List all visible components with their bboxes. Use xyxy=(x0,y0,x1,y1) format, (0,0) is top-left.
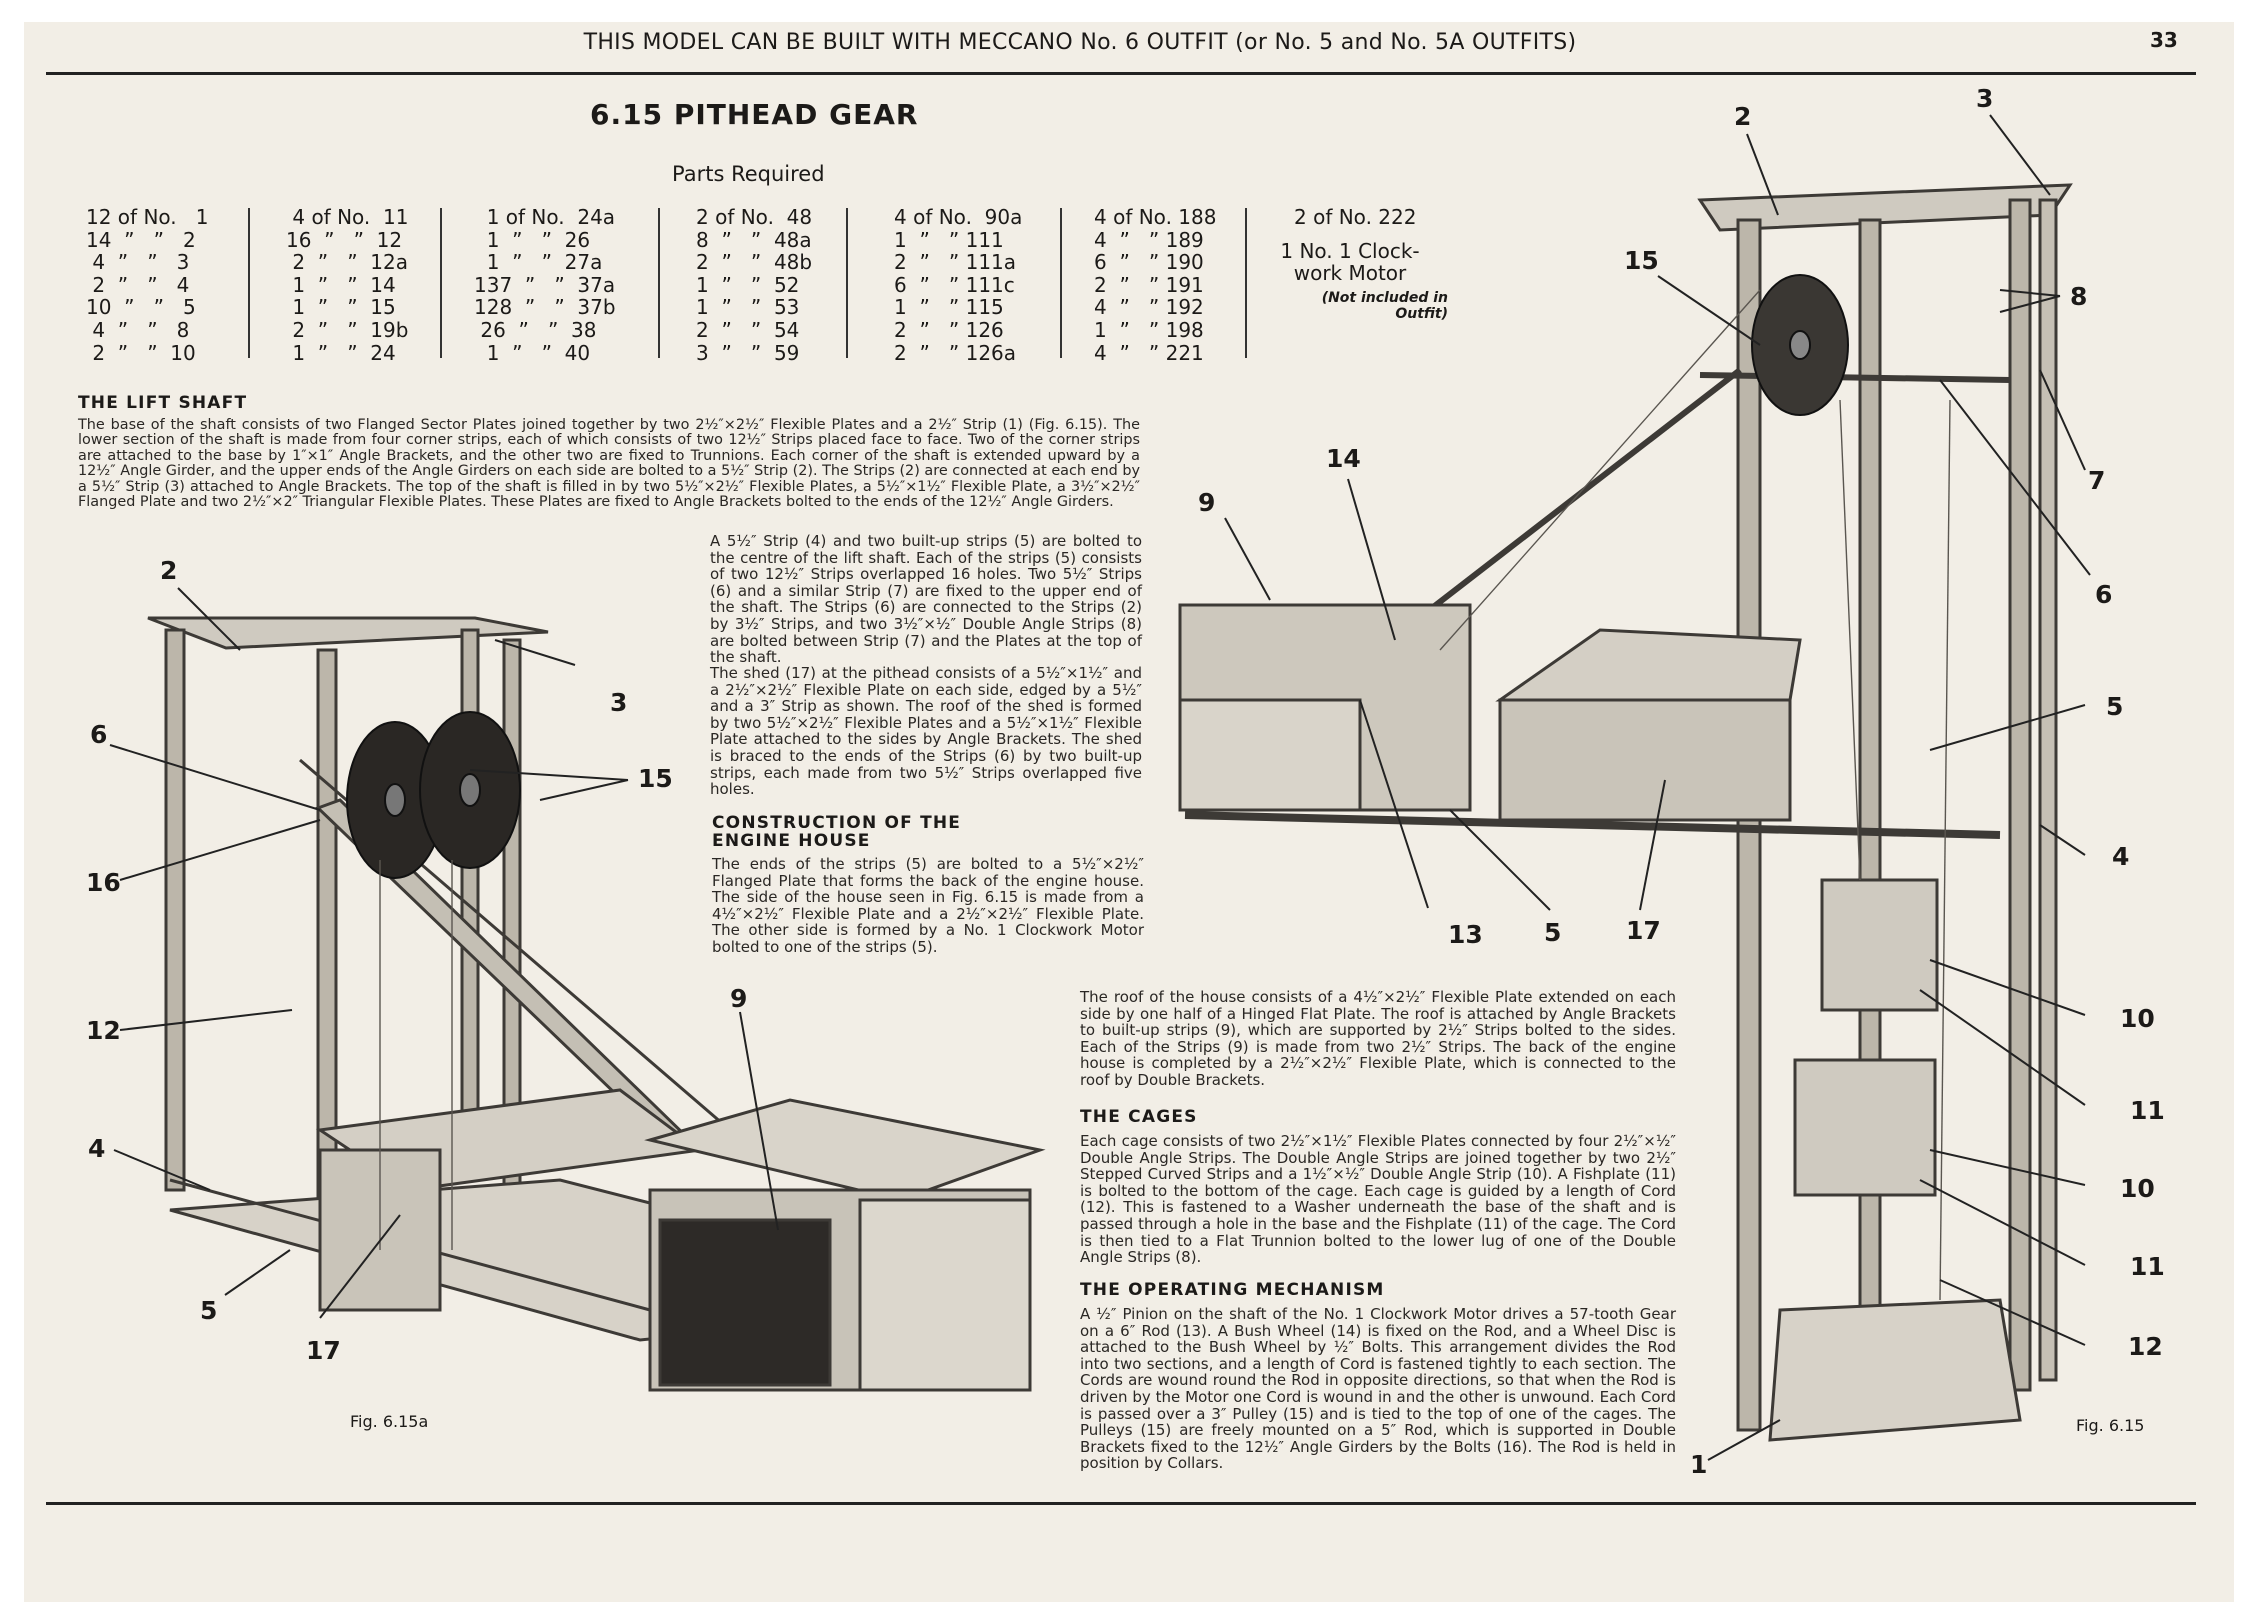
parts-row: 2 ” ” 10 xyxy=(86,340,196,365)
callout-9: 9 xyxy=(730,984,748,1013)
engine-house-roof xyxy=(650,1100,1040,1200)
page-header: THIS MODEL CAN BE BUILT WITH MECCANO No. 6 OUTFIT (or No. 5 and No. 5A OUTFITS) xyxy=(583,30,1577,55)
parts-row: 128 ” ” 37b xyxy=(474,295,616,320)
callout-11: 11 xyxy=(2130,1252,2165,1281)
callout-16: 16 xyxy=(86,868,121,897)
callout-6: 6 xyxy=(90,720,108,749)
parts-row: 2 ” ” 48b xyxy=(696,250,813,275)
shaft-top-plate xyxy=(148,618,548,648)
parts-row: 137 ” ” 37a xyxy=(474,272,616,297)
pulley-hub xyxy=(385,784,405,816)
figure-caption-left: Fig. 6.15a xyxy=(350,1412,429,1431)
parts-row: 1 ” ” 115 xyxy=(894,295,1004,320)
parts-row: 2 ” ” 4 xyxy=(86,272,190,297)
cord xyxy=(1840,400,1860,880)
callout-3: 3 xyxy=(1976,84,1994,113)
shed-side xyxy=(1500,700,1790,820)
cage-lower xyxy=(1795,1060,1935,1195)
shaft-upright xyxy=(2010,200,2030,1390)
parts-row: 14 ” ” 2 xyxy=(86,227,196,252)
parts-row: 4 ” ” 189 xyxy=(1094,227,1204,252)
shaft-upright xyxy=(462,630,478,1150)
parts-row: 10 ” ” 5 xyxy=(86,295,196,320)
parts-row: 4 of No. 188 xyxy=(1094,205,1217,229)
callout-6: 6 xyxy=(2095,580,2113,609)
mechanism-heading: THE OPERATING MECHANISM xyxy=(1080,1280,1385,1300)
parts-row: 1 ” ” 52 xyxy=(696,272,800,297)
callout-10: 10 xyxy=(2120,1174,2155,1203)
strips-text: A 5½″ Strip (4) and two built-up strips (5) are bolted to the centre of the lift shaft. Each of the strips (5) consists of two 12½″ Strips overlapped 16 holes. Two 5½″ Strips (6) and a similar Strip (7) are fixed to the upper end of the shaft. The Strips (6) are connected to the Strips (2) by 3½″ Strips, and two 3½″×½″ Double Angle Strips (8) are bolted between Strip (7) and the Plates at the top of the shaft. xyxy=(710,532,1142,667)
figure-caption-right: Fig. 6.15 xyxy=(2076,1416,2145,1435)
parts-row: 4 ” ” 3 xyxy=(86,250,190,275)
callout-10: 10 xyxy=(2120,1004,2155,1033)
parts-row: 1 ” ” 198 xyxy=(1094,317,1204,342)
motor-line-2: work Motor xyxy=(1293,261,1407,285)
callout-2: 2 xyxy=(160,556,178,585)
cord xyxy=(1940,400,1950,1300)
roof-text: The roof of the house consists of a 4½″×2½″ Flexible Plate extended on each side by one half of a Hinged Flat Plate. The roof is attached by Angle Brackets to built-up strips (9), which are supported by 2½″ Strips bolted to the sides. Each of the Strips (9) is made from two 2½″ Strips. The back of the engine house is completed by a 2½″×2½″ Flexible Plate, which is connected to the roof by Double Brackets. xyxy=(1080,988,1676,1089)
shaft-upright xyxy=(1860,220,1880,1420)
motor-note-line-1: (Not included in xyxy=(1321,290,1448,306)
mechanism-text: A ½″ Pinion on the shaft of the No. 1 Clockwork Motor drives a 57-tooth Gear on a 6″ Rod (13). A Bush Wheel (14) is fixed on the Rod, and a Wheel Disc is attached to the Bush Wheel by ½″ Bolts. This arrangement divides the Rod into two sections, and a length of Cord is fastened tightly to each section. The Cords are wound round the Rod in opposite directions, so that when the Rod is driven by the Motor one Cord is wound in and the other is unwound. Each Cord is passed over a 3″ Pulley (15) and is tied to the top of one of the cages. The Pulleys (15) are freely mounted on a 5″ Rod, which is supported in Double Brackets fixed to the 12½″ Angle Girders by the Bolts (16). The Rod is held in position by Collars. xyxy=(1080,1305,1676,1473)
parts-row: 1 ” ” 24 xyxy=(286,340,396,365)
engine-house-heading-2: ENGINE HOUSE xyxy=(712,831,871,851)
parts-row: 2 ” ” 191 xyxy=(1094,272,1204,297)
parts-row: 2 ” ” 19b xyxy=(286,317,409,342)
parts-row: 2 of No. 222 xyxy=(1294,205,1417,229)
parts-row: 2 ” ” 111a xyxy=(894,250,1017,275)
parts-row: 1 ” ” 14 xyxy=(286,272,396,297)
parts-row: 26 ” ” 38 xyxy=(474,317,597,342)
callout-4: 4 xyxy=(88,1134,106,1163)
parts-row: 2 ” ” 54 xyxy=(696,317,800,342)
motor-note-line-2: Outfit) xyxy=(1395,306,1448,322)
parts-row: 2 ” ” 126 xyxy=(894,317,1004,342)
callout-15: 15 xyxy=(1624,246,1659,275)
shed-text: The shed (17) at the pithead consists of a 5½″×1½″ and a 2½″×2½″ Flexible Plate on each side, edged by a 5½″ and a 3″ Strip as shown. The roof of the shed is formed by two 5½″×2½″ Flexible Plates and a 5½″×1½″ Flexible Plate attached to the sides by Angle Brackets. The shed is braced to the ends of the Strips (6) by two built-up strips, each made from two 5½″ Strips overlapped five holes. xyxy=(710,664,1142,799)
callout-1: 1 xyxy=(1690,1450,1708,1479)
pulleys xyxy=(347,712,520,878)
cages-text: Each cage consists of two 2½″×1½″ Flexible Plates connected by four 2½″×½″ Double Angle Strips. The Double Angle Strips are joined together by two 2½″ Stepped Curved Strips and a 1½″×½″ Double Angle Strip (10). A Fishplate (11) is bolted to the bottom of the cage. Each cage is guided by a length of Cord (12). This is fastened to a Washer underneath the base of the shaft and is passed through a hole in the base and the Fishplate (11) of the cage. The Cord is then tied to a Flat Trunnion bolted to the lower lug of one of the Double Angle Strips (8). xyxy=(1080,1132,1676,1267)
parts-row: 2 ” ” 126a xyxy=(894,340,1017,365)
parts-row: 3 ” ” 59 xyxy=(696,340,800,365)
parts-row: 1 ” ” 111 xyxy=(894,227,1004,252)
pulley-hub xyxy=(460,774,480,806)
shaft-upright xyxy=(166,630,184,1190)
parts-row: 4 of No. 11 xyxy=(286,205,409,229)
callout-5: 5 xyxy=(1544,918,1562,947)
engine-house-plate xyxy=(1180,700,1360,810)
parts-row: 1 ” ” 53 xyxy=(696,295,800,320)
parts-row: 8 ” ” 48a xyxy=(696,227,812,252)
parts-row: 12 of No. 1 xyxy=(86,205,209,229)
parts-row: 16 ” ” 12 xyxy=(286,227,403,252)
callout-3: 3 xyxy=(610,688,628,717)
callout-7: 7 xyxy=(2088,466,2106,495)
shaft-upright xyxy=(318,650,336,1210)
callout-13: 13 xyxy=(1448,920,1483,949)
callout-15: 15 xyxy=(638,764,673,793)
engine-house-plate xyxy=(860,1200,1030,1390)
motor-line-1: 1 No. 1 Clock- xyxy=(1280,239,1420,263)
parts-row: 6 ” ” 111c xyxy=(894,272,1015,297)
callout-17: 17 xyxy=(306,1336,341,1365)
parts-row: 2 ” ” 12a xyxy=(286,250,409,275)
callout-2: 2 xyxy=(1734,102,1752,131)
cages-heading: THE CAGES xyxy=(1080,1107,1198,1127)
callout-9: 9 xyxy=(1198,488,1216,517)
footer-rule xyxy=(46,1502,2196,1505)
callout-5: 5 xyxy=(2106,692,2124,721)
clockwork-motor xyxy=(660,1220,830,1385)
callout-12: 12 xyxy=(86,1016,121,1045)
parts-row: 1 ” ” 15 xyxy=(286,295,396,320)
callout-11: 11 xyxy=(2130,1096,2165,1125)
page-number: 33 xyxy=(2150,28,2178,52)
shaft-base xyxy=(1770,1300,2020,1440)
engine-house-heading-1: CONSTRUCTION OF THE xyxy=(712,813,962,833)
parts-heading: Parts Required xyxy=(672,162,825,186)
engine-house-text: The ends of the strips (5) are bolted to a 5½″×2½″ Flanged Plate that forms the back of the engine house. The side of the house seen in Fig. 6.15 is made from a 4½″×2½″ Flexible Plate and a 2½″×2½″ Flexible Plate. The other side is formed by a No. 1 Clockwork Motor bolted to one of the strips (5). xyxy=(712,855,1144,956)
parts-row: 4 ” ” 221 xyxy=(1094,340,1204,365)
parts-row: 1 ” ” 27a xyxy=(474,250,603,275)
page-title: 6.15 PITHEAD GEAR xyxy=(590,98,919,131)
parts-row: 1 ” ” 40 xyxy=(474,340,591,365)
callout-8: 8 xyxy=(2070,282,2088,311)
parts-row: 6 ” ” 190 xyxy=(1094,250,1204,275)
parts-row: 4 ” ” 8 xyxy=(86,317,190,342)
parts-row: 4 ” ” 192 xyxy=(1094,295,1204,320)
parts-row: 1 ” ” 26 xyxy=(474,227,591,252)
callout-17: 17 xyxy=(1626,916,1661,945)
parts-row: 4 of No. 90a xyxy=(894,205,1023,229)
callout-5: 5 xyxy=(200,1296,218,1325)
cord xyxy=(1440,290,1760,650)
callout-12: 12 xyxy=(2128,1332,2163,1361)
upper-pulley xyxy=(1752,275,1848,415)
lift-shaft-text: The base of the shaft consists of two Flanged Sector Plates joined together by two 2½″×2½″ Flexible Plates and a 2½″ Strip (1) (Fig. 6.15). The lower section of the shaft is made from four corner strips, each of which consists of two 12½″ Strips placed face to face. Two of the corner strips are attached to the base by 1″×1″ Angle Brackets, and the other two are fixed to Trunnions. Each corner of the shaft is extended upward by a 12½″ Angle Girder, and the upper ends of the Angle Girders on each side are bolted to a 5½″ Strip (2). The Strips (2) are connected at each end by a 5½″ Strip (3) attached to Angle Brackets. The top of the shaft is filled in by two 5½″×2½″ Flexible Plates, a 5½″×1½″ Flexible Plate, a 3½″×2½″ Flanged Plate and two 2½″×2″ Triangular Flexible Plates. These Plates are fixed to Angle Brackets bolted to the ends of the 12½″ Angle Girders. xyxy=(78,417,1140,511)
callout-14: 14 xyxy=(1326,444,1361,473)
callout-4: 4 xyxy=(2112,842,2130,871)
lift-shaft-heading: THE LIFT SHAFT xyxy=(78,393,248,413)
pulley-hub xyxy=(1790,331,1810,359)
shed-roof xyxy=(1500,630,1800,700)
parts-row: 2 of No. 48 xyxy=(696,205,813,229)
parts-row: 1 of No. 24a xyxy=(474,205,616,229)
